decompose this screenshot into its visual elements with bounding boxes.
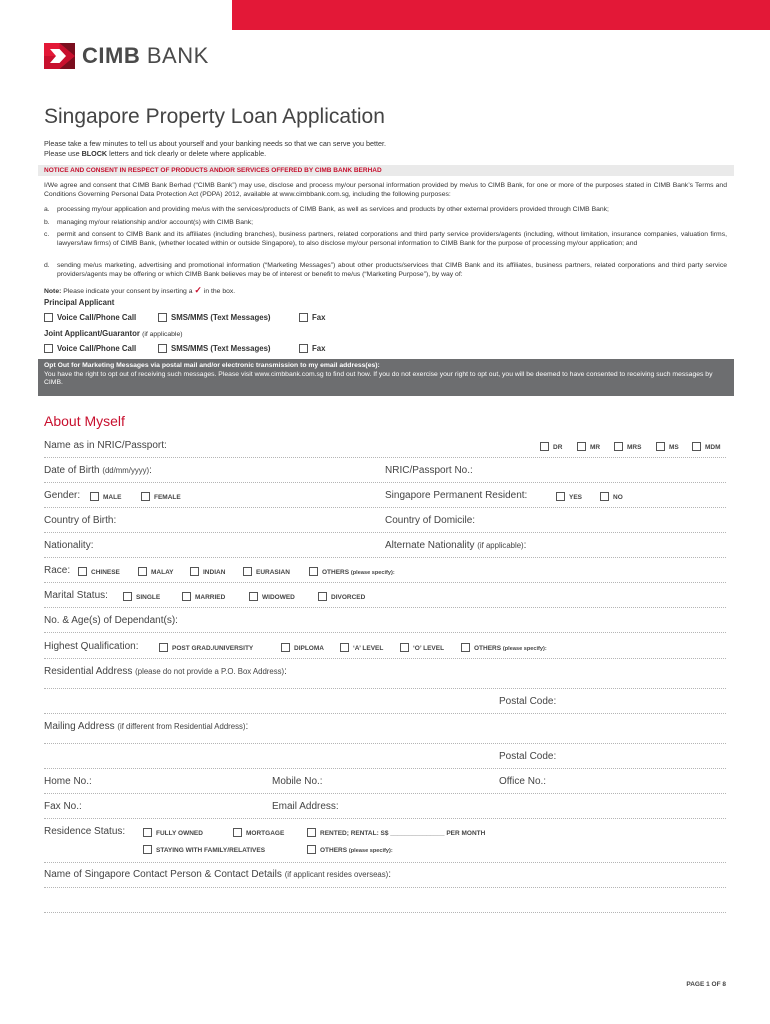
- qualification-line: [44, 658, 726, 659]
- notice-title: NOTICE AND CONSENT IN RESPECT OF PRODUCTS AND/OR SERVICES OFFERED BY CIMB BANK BERHAD: [44, 167, 382, 174]
- intro-text: Please take a few minutes to tell us about yourself and your banking needs so that we can serve you better. Please use BLOCK letters and tick clearly or delete where applicable.: [44, 139, 387, 158]
- qual-a-level-checkbox[interactable]: [340, 643, 349, 652]
- fax-email-line: [44, 818, 726, 819]
- qual-a-level-label: ‘A’ LEVEL: [353, 645, 384, 652]
- qual-others-label: OTHERS (please specify):: [474, 645, 547, 652]
- spr-no-checkbox[interactable]: [600, 492, 609, 501]
- marital-divorced-checkbox[interactable]: [318, 592, 327, 601]
- residence-line: [44, 862, 726, 863]
- race-others-label: OTHERS (please specify):: [322, 569, 395, 576]
- notice-item-c: permit and consent to CIMB Bank and its affiliates (including branches), business partners, related corporations and third party service providers/agents (including, without limitation, insurance companies, valuation firms, lawyers/law firms) of CIMB Bank, (whether located within or outside Singapore), to also disclose my/our personal information to CIMB Bank for the purpose of processing my/our application; and: [57, 231, 727, 247]
- title-ms-label: MS: [669, 444, 679, 451]
- residence-mortgage-checkbox[interactable]: [233, 828, 242, 837]
- mailing-address-label: Mailing Address (if different from Residential Address):: [44, 721, 249, 732]
- marital-single-label: SINGLE: [136, 594, 161, 601]
- residence-family-label: STAYING WITH FAMILY/RELATIVES: [156, 847, 266, 854]
- residence-mortgage-label: MORTGAGE: [246, 830, 285, 837]
- spr-label: Singapore Permanent Resident:: [385, 490, 528, 501]
- country-line: [44, 532, 726, 533]
- residential-address-line-1: [44, 688, 726, 689]
- principal-fax-label: Fax: [312, 313, 326, 322]
- mobile-no-label: Mobile No.:: [272, 776, 323, 787]
- optout-text: Opt Out for Marketing Messages via postal mail and/or electronic transmission to my email address(es): You have the right to opt out of receiving such messages. Please visit www.cimbbank.com.sg to find out how. If you do not exercise your right to opt out, you will be deemed to have consented to receiving such messages by CIMB.: [44, 362, 713, 386]
- page-number: PAGE 1 OF 8: [686, 981, 726, 988]
- name-label: Name as in NRIC/Passport:: [44, 440, 167, 451]
- contact-line-1: [44, 887, 726, 888]
- dependants-line: [44, 632, 726, 633]
- spr-yes-checkbox[interactable]: [556, 492, 565, 501]
- residential-address-label: Residential Address (please do not provide a P.O. Box Address):: [44, 666, 287, 677]
- tick-icon: ✓: [194, 285, 202, 295]
- section-title-about-myself: About Myself: [44, 413, 125, 429]
- title-mr-label: MR: [590, 444, 601, 451]
- principal-voice-label: Voice Call/Phone Call: [57, 313, 137, 322]
- gender-female-checkbox[interactable]: [141, 492, 150, 501]
- title-ms-checkbox[interactable]: [656, 442, 665, 451]
- gender-male-label: MALE: [103, 494, 122, 501]
- office-no-label: Office No.:: [499, 776, 547, 787]
- notice-item-d-letter: d.: [44, 262, 50, 269]
- marital-married-checkbox[interactable]: [182, 592, 191, 601]
- race-indian-checkbox[interactable]: [190, 567, 199, 576]
- principal-voice-checkbox[interactable]: [44, 313, 53, 322]
- email-address-label: Email Address:: [272, 801, 339, 812]
- gender-line: [44, 507, 726, 508]
- phone-line: [44, 793, 726, 794]
- qual-diploma-checkbox[interactable]: [281, 643, 290, 652]
- name-line: [44, 457, 726, 458]
- joint-sms-checkbox[interactable]: [158, 344, 167, 353]
- spr-yes-label: YES: [569, 494, 583, 501]
- home-no-label: Home No.:: [44, 776, 92, 787]
- residence-rented-label: RENTED; RENTAL: S$ _______________ PER MONTH: [320, 830, 486, 837]
- cimb-logo-icon: [44, 43, 75, 69]
- race-chinese-label: CHINESE: [91, 569, 120, 576]
- nric-label: NRIC/Passport No.:: [385, 465, 473, 476]
- marital-widowed-checkbox[interactable]: [249, 592, 258, 601]
- gender-female-label: FEMALE: [154, 494, 181, 501]
- notice-item-b-letter: b.: [44, 219, 50, 226]
- mailing-address-line-2: [44, 768, 726, 769]
- nationality-label: Nationality:: [44, 540, 94, 551]
- gender-label: Gender:: [44, 490, 81, 501]
- race-chinese-checkbox[interactable]: [78, 567, 87, 576]
- country-of-birth-label: Country of Birth:: [44, 515, 117, 526]
- joint-fax-checkbox[interactable]: [299, 344, 308, 353]
- dob-line: [44, 482, 726, 483]
- principal-fax-checkbox[interactable]: [299, 313, 308, 322]
- notice-item-b: managing my/our relationship and/or account(s) with CIMB Bank;: [57, 219, 254, 226]
- residential-postal-code-label: Postal Code:: [499, 696, 557, 707]
- marital-divorced-label: DIVORCED: [331, 594, 366, 601]
- notice-item-d: sending me/us marketing, advertising and promotional information (“Marketing Messages”) about other products/services that CIMB Bank and its affiliates, business partners, related corporations and third party service providers/agents may be offering or which CIMB Bank believes may be of interest or benefit to me/us (“Marketing Purpose”), by way of:: [57, 262, 727, 278]
- joint-applicant-label: Joint Applicant/Guarantor (if applicable): [44, 329, 183, 338]
- race-malay-checkbox[interactable]: [138, 567, 147, 576]
- race-indian-label: INDIAN: [203, 569, 226, 576]
- title-dr-label: DR: [553, 444, 563, 451]
- marital-widowed-label: WIDOWED: [262, 594, 295, 601]
- country-of-domicile-label: Country of Domicile:: [385, 515, 476, 526]
- residence-rented-checkbox[interactable]: [307, 828, 316, 837]
- race-eurasian-label: EURASIAN: [256, 569, 290, 576]
- residence-fully-owned-checkbox[interactable]: [143, 828, 152, 837]
- header-red-bar: [232, 0, 770, 30]
- title-mr-checkbox[interactable]: [577, 442, 586, 451]
- residence-fully-owned-label: FULLY OWNED: [156, 830, 203, 837]
- notice-item-c-letter: c.: [44, 231, 50, 238]
- mailing-postal-code-label: Postal Code:: [499, 751, 557, 762]
- marital-status-label: Marital Status:: [44, 590, 108, 601]
- alternate-nationality-label: Alternate Nationality (if applicable):: [385, 540, 527, 551]
- marital-married-label: MARRIED: [195, 594, 226, 601]
- joint-sms-label: SMS/MMS (Text Messages): [171, 344, 271, 353]
- notice-item-a: processing my/our application and providing me/us with the services/products of CIMB Bank, as well as services and products by other external providers provided through CIMB Bank;: [57, 206, 609, 213]
- spr-no-label: NO: [613, 494, 623, 501]
- title-mrs-checkbox[interactable]: [614, 442, 623, 451]
- qual-diploma-label: DIPLOMA: [294, 645, 324, 652]
- title-dr-checkbox[interactable]: [540, 442, 549, 451]
- residence-family-checkbox[interactable]: [143, 845, 152, 854]
- qualification-label: Highest Qualification:: [44, 641, 139, 652]
- cimb-logo: [44, 43, 209, 69]
- dependants-label: No. & Age(s) of Dependant(s):: [44, 615, 178, 626]
- race-label: Race:: [44, 565, 71, 576]
- title-mrs-label: MRS: [627, 444, 642, 451]
- contact-line-2: [44, 912, 726, 913]
- joint-fax-label: Fax: [312, 344, 326, 353]
- joint-voice-checkbox[interactable]: [44, 344, 53, 353]
- principal-sms-label: SMS/MMS (Text Messages): [171, 313, 271, 322]
- principal-applicant-label: Principal Applicant: [44, 298, 115, 307]
- dob-label: Date of Birth (dd/mm/yyyy):: [44, 465, 152, 476]
- race-eurasian-checkbox[interactable]: [243, 567, 252, 576]
- title-mdm-label: MDM: [705, 444, 721, 451]
- qual-o-level-label: ‘O’ LEVEL: [413, 645, 445, 652]
- brand-name: CIMB BANK: [82, 43, 209, 68]
- principal-sms-checkbox[interactable]: [158, 313, 167, 322]
- contact-person-label: Name of Singapore Contact Person & Contact Details (if applicant resides overseas):: [44, 869, 392, 880]
- notice-item-a-letter: a.: [44, 206, 50, 213]
- race-others-checkbox[interactable]: [309, 567, 318, 576]
- residential-address-line-2: [44, 713, 726, 714]
- qual-o-level-checkbox[interactable]: [400, 643, 409, 652]
- marital-line: [44, 607, 726, 608]
- title-mdm-checkbox[interactable]: [692, 442, 701, 451]
- qual-university-label: POST GRAD./UNIVERSITY: [172, 645, 254, 652]
- qual-university-checkbox[interactable]: [159, 643, 168, 652]
- consent-note: Note: Please indicate your consent by inserting a ✓ in the box.: [44, 285, 236, 295]
- race-line: [44, 582, 726, 583]
- gender-male-checkbox[interactable]: [90, 492, 99, 501]
- residence-others-label: OTHERS (please specify):: [320, 847, 393, 854]
- notice-body: I/We agree and consent that CIMB Bank Berhad (“CIMB Bank”) may use, disclose and process my/our personal information provided by me/us to CIMB Bank, for one or more of the purposes stated in CIMB Bank’s Terms and Conditions Governing Personal Data Protection Act (PDPA) 2012, available at www.cimbbank.com.sg, including the following purposes:: [44, 182, 727, 198]
- joint-voice-label: Voice Call/Phone Call: [57, 344, 137, 353]
- qual-others-checkbox[interactable]: [461, 643, 470, 652]
- race-malay-label: MALAY: [151, 569, 174, 576]
- residence-status-label: Residence Status:: [44, 826, 126, 837]
- page-title: Singapore Property Loan Application: [44, 105, 385, 128]
- fax-no-label: Fax No.:: [44, 801, 82, 812]
- mailing-address-line-1: [44, 743, 726, 744]
- nationality-line: [44, 557, 726, 558]
- marital-single-checkbox[interactable]: [123, 592, 132, 601]
- residence-others-checkbox[interactable]: [307, 845, 316, 854]
